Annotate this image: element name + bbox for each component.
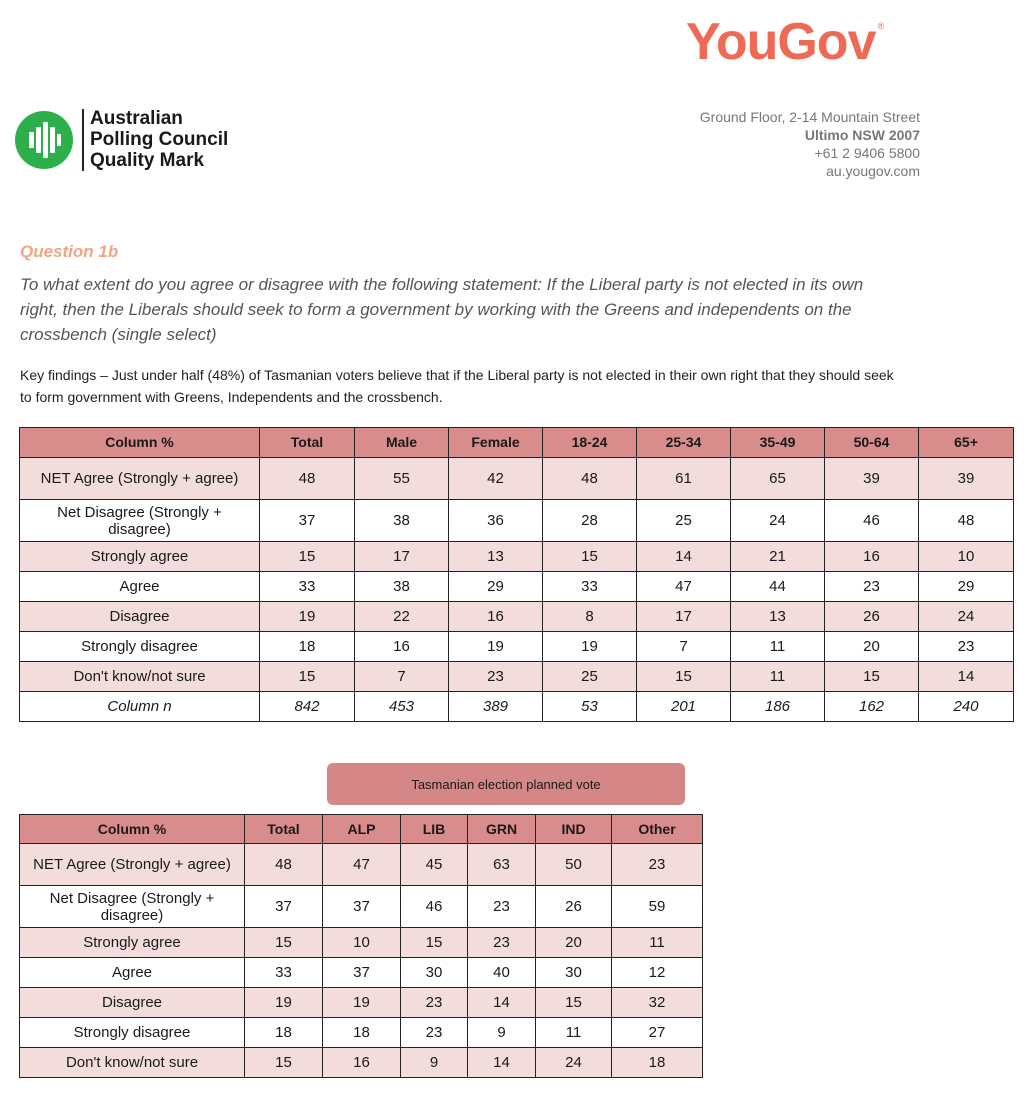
table-cell: 48 xyxy=(543,458,637,500)
table-row xyxy=(20,602,1014,632)
table-cell: 16 xyxy=(323,1048,401,1078)
table-cell: 32 xyxy=(612,988,703,1018)
table-cell: 8 xyxy=(543,602,637,632)
table-cell: 15 xyxy=(260,542,355,572)
table-cell: 453 xyxy=(355,692,449,722)
table-cell: 30 xyxy=(401,958,468,988)
table-row xyxy=(20,1018,703,1048)
registered-mark: ® xyxy=(877,21,884,31)
column-header: Other xyxy=(612,815,703,844)
table-cell: 29 xyxy=(449,572,543,602)
table-cell: 24 xyxy=(536,1048,612,1078)
table-cell: 39 xyxy=(825,458,919,500)
table-cell: 13 xyxy=(449,542,543,572)
table-cell: 15 xyxy=(245,1048,323,1078)
table-cell: 25 xyxy=(637,500,731,542)
row-label: Disagree xyxy=(20,602,260,632)
row-label: Don't know/not sure xyxy=(20,1048,245,1078)
company-address xyxy=(700,108,920,180)
column-header: IND xyxy=(536,815,612,844)
table-cell: 48 xyxy=(919,500,1014,542)
table-row xyxy=(20,662,1014,692)
table-cell: 201 xyxy=(637,692,731,722)
demographics-table xyxy=(19,427,1014,722)
table-cell: 240 xyxy=(919,692,1014,722)
table-cell: 14 xyxy=(919,662,1014,692)
address-website: au.yougov.com xyxy=(826,163,920,179)
row-label: Strongly agree xyxy=(20,928,245,958)
row-label: Column n xyxy=(20,692,260,722)
table-cell: 46 xyxy=(401,886,468,928)
table-cell: 61 xyxy=(637,458,731,500)
table-cell: 18 xyxy=(323,1018,401,1048)
column-header: 35-49 xyxy=(731,428,825,458)
column-header: GRN xyxy=(468,815,536,844)
row-label: Strongly agree xyxy=(20,542,260,572)
table-cell: 14 xyxy=(468,988,536,1018)
table-cell: 23 xyxy=(919,632,1014,662)
table-cell: 15 xyxy=(401,928,468,958)
table-cell: 55 xyxy=(355,458,449,500)
column-header: 50-64 xyxy=(825,428,919,458)
table-cell: 21 xyxy=(731,542,825,572)
table-cell: 18 xyxy=(260,632,355,662)
table-row xyxy=(20,928,703,958)
table-cell: 15 xyxy=(260,662,355,692)
table-cell: 26 xyxy=(825,602,919,632)
table-cell: 37 xyxy=(260,500,355,542)
table-cell: 14 xyxy=(637,542,731,572)
yougov-logo-text: YouGov xyxy=(686,13,876,71)
row-label: Agree xyxy=(20,958,245,988)
table-cell: 65 xyxy=(731,458,825,500)
row-label: Net Disagree (Strongly + disagree) xyxy=(20,886,245,928)
yougov-logo xyxy=(686,13,884,71)
table-cell: 48 xyxy=(245,844,323,886)
table-cell: 27 xyxy=(612,1018,703,1048)
table-cell: 28 xyxy=(543,500,637,542)
column-header: Total xyxy=(260,428,355,458)
table-header-row xyxy=(20,428,1014,458)
table-cell: 17 xyxy=(355,542,449,572)
key-findings: Key findings – Just under half (48%) of Tasmanian voters believe that if the Liberal party is not elected in their own right that they should seek to form government with Greens, Independents and the crossbench. xyxy=(20,367,894,405)
table-cell: 15 xyxy=(825,662,919,692)
column-header: ALP xyxy=(323,815,401,844)
question-number: Question 1b xyxy=(20,242,119,261)
row-label: Disagree xyxy=(20,988,245,1018)
table-cell: 186 xyxy=(731,692,825,722)
table-cell: 23 xyxy=(468,886,536,928)
table-cell: 23 xyxy=(612,844,703,886)
address-street: Ground Floor, 2-14 Mountain Street xyxy=(699,109,920,125)
table-cell: 63 xyxy=(468,844,536,886)
table-cell: 16 xyxy=(449,602,543,632)
column-header: 65+ xyxy=(919,428,1014,458)
table-cell: 30 xyxy=(536,958,612,988)
table-cell: 23 xyxy=(401,1018,468,1048)
row-label: Strongly disagree xyxy=(20,632,260,662)
table-cell: 47 xyxy=(323,844,401,886)
apc-line-1: Australian xyxy=(90,108,183,129)
column-header: Female xyxy=(449,428,543,458)
table-cell: 18 xyxy=(245,1018,323,1048)
table-cell: 39 xyxy=(919,458,1014,500)
table-cell: 19 xyxy=(543,632,637,662)
table-cell: 9 xyxy=(401,1048,468,1078)
table-cell: 59 xyxy=(612,886,703,928)
apc-divider xyxy=(82,109,84,171)
table-cell: 37 xyxy=(323,886,401,928)
table-cell: 19 xyxy=(245,988,323,1018)
table-cell: 19 xyxy=(260,602,355,632)
table-row xyxy=(20,458,1014,500)
table-row xyxy=(20,886,703,928)
table-cell: 38 xyxy=(355,500,449,542)
column-header: Male xyxy=(355,428,449,458)
table-cell: 36 xyxy=(449,500,543,542)
table-header-row xyxy=(20,815,703,844)
table-row xyxy=(20,500,1014,542)
table-cell: 23 xyxy=(468,928,536,958)
table-cell: 24 xyxy=(919,602,1014,632)
table-cell: 38 xyxy=(355,572,449,602)
table-cell: 11 xyxy=(731,662,825,692)
table-cell: 11 xyxy=(536,1018,612,1048)
address-phone: +61 2 9406 5800 xyxy=(814,145,920,161)
table-cell: 42 xyxy=(449,458,543,500)
column-header-label: Column % xyxy=(20,428,260,458)
table-cell: 18 xyxy=(612,1048,703,1078)
table-cell: 29 xyxy=(919,572,1014,602)
column-header: 18-24 xyxy=(543,428,637,458)
question-text: To what extent do you agree or disagree with the following statement: If the Liberal party is not elected in its own right, then the Liberals should seek to form a government by working with the Greens and independents on the crossbench (single select) xyxy=(20,275,864,344)
table-cell: 12 xyxy=(612,958,703,988)
row-label: Strongly disagree xyxy=(20,1018,245,1048)
row-label: NET Agree (Strongly + agree) xyxy=(20,844,245,886)
table-cell: 37 xyxy=(245,886,323,928)
table-cell: 16 xyxy=(825,542,919,572)
table-cell: 842 xyxy=(260,692,355,722)
table-cell: 44 xyxy=(731,572,825,602)
table-row xyxy=(20,958,703,988)
planned-vote-table xyxy=(19,814,703,1078)
table-cell: 11 xyxy=(731,632,825,662)
table-cell: 46 xyxy=(825,500,919,542)
table-cell: 162 xyxy=(825,692,919,722)
address-suburb: Ultimo NSW 2007 xyxy=(804,127,920,143)
planned-vote-group-label: Tasmanian election planned vote xyxy=(327,763,685,805)
table-cell: 19 xyxy=(449,632,543,662)
table-row xyxy=(20,542,1014,572)
row-label: Agree xyxy=(20,572,260,602)
table-cell: 23 xyxy=(401,988,468,1018)
column-header-label: Column % xyxy=(20,815,245,844)
table-cell: 13 xyxy=(731,602,825,632)
table-cell: 33 xyxy=(245,958,323,988)
row-label: Don't know/not sure xyxy=(20,662,260,692)
table-row xyxy=(20,1048,703,1078)
table-cell: 33 xyxy=(543,572,637,602)
table-cell: 37 xyxy=(323,958,401,988)
table-row xyxy=(20,632,1014,662)
table-cell: 17 xyxy=(637,602,731,632)
column-header: 25-34 xyxy=(637,428,731,458)
table-row xyxy=(20,844,703,886)
table-cell: 22 xyxy=(355,602,449,632)
table-cell: 24 xyxy=(731,500,825,542)
apc-line-3: Quality Mark xyxy=(90,150,205,171)
table-cell: 53 xyxy=(543,692,637,722)
table-cell: 15 xyxy=(543,542,637,572)
table-cell: 10 xyxy=(323,928,401,958)
table-row xyxy=(20,692,1014,722)
table-cell: 15 xyxy=(245,928,323,958)
table-row xyxy=(20,572,1014,602)
table-cell: 23 xyxy=(825,572,919,602)
table-cell: 14 xyxy=(468,1048,536,1078)
table-cell: 15 xyxy=(536,988,612,1018)
table-cell: 10 xyxy=(919,542,1014,572)
column-header: LIB xyxy=(401,815,468,844)
table-cell: 16 xyxy=(355,632,449,662)
table-cell: 23 xyxy=(449,662,543,692)
apc-quality-mark xyxy=(14,108,228,171)
table-cell: 47 xyxy=(637,572,731,602)
row-label: Net Disagree (Strongly + disagree) xyxy=(20,500,260,542)
table-cell: 7 xyxy=(637,632,731,662)
table-cell: 20 xyxy=(825,632,919,662)
table-row xyxy=(20,988,703,1018)
table-cell: 389 xyxy=(449,692,543,722)
table-cell: 25 xyxy=(543,662,637,692)
apc-line-2: Polling Council xyxy=(90,129,229,150)
table-cell: 50 xyxy=(536,844,612,886)
table-cell: 48 xyxy=(260,458,355,500)
table-cell: 15 xyxy=(637,662,731,692)
row-label: NET Agree (Strongly + agree) xyxy=(20,458,260,500)
table-cell: 26 xyxy=(536,886,612,928)
table-cell: 19 xyxy=(323,988,401,1018)
apc-text xyxy=(90,108,228,171)
table-cell: 40 xyxy=(468,958,536,988)
table-cell: 11 xyxy=(612,928,703,958)
table-cell: 33 xyxy=(260,572,355,602)
column-header: Total xyxy=(245,815,323,844)
table-cell: 45 xyxy=(401,844,468,886)
table-cell: 20 xyxy=(536,928,612,958)
table-cell: 7 xyxy=(355,662,449,692)
apc-quality-mark-icon xyxy=(14,110,74,170)
table-cell: 9 xyxy=(468,1018,536,1048)
